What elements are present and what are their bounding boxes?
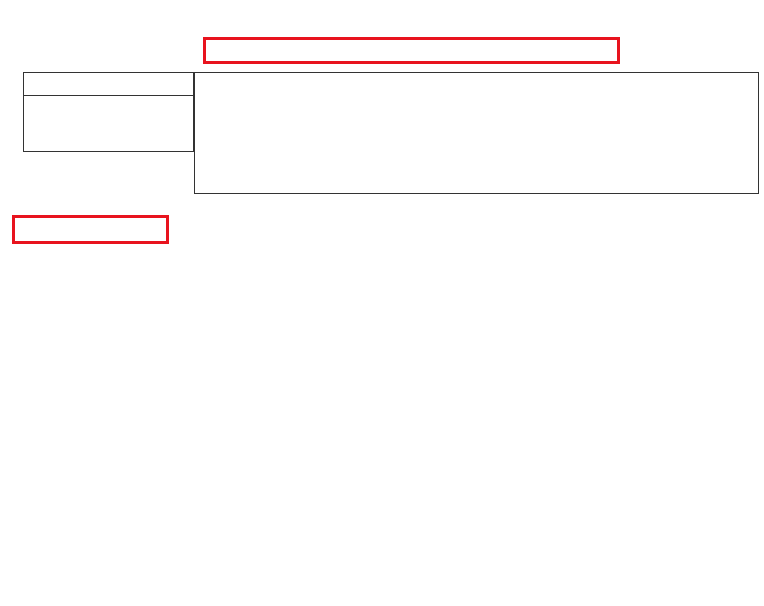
highlight-clinica-ruber [12,215,169,244]
region-label [23,72,194,96]
document-title [203,37,620,64]
level-label [23,95,194,152]
services-header-box [194,72,759,194]
